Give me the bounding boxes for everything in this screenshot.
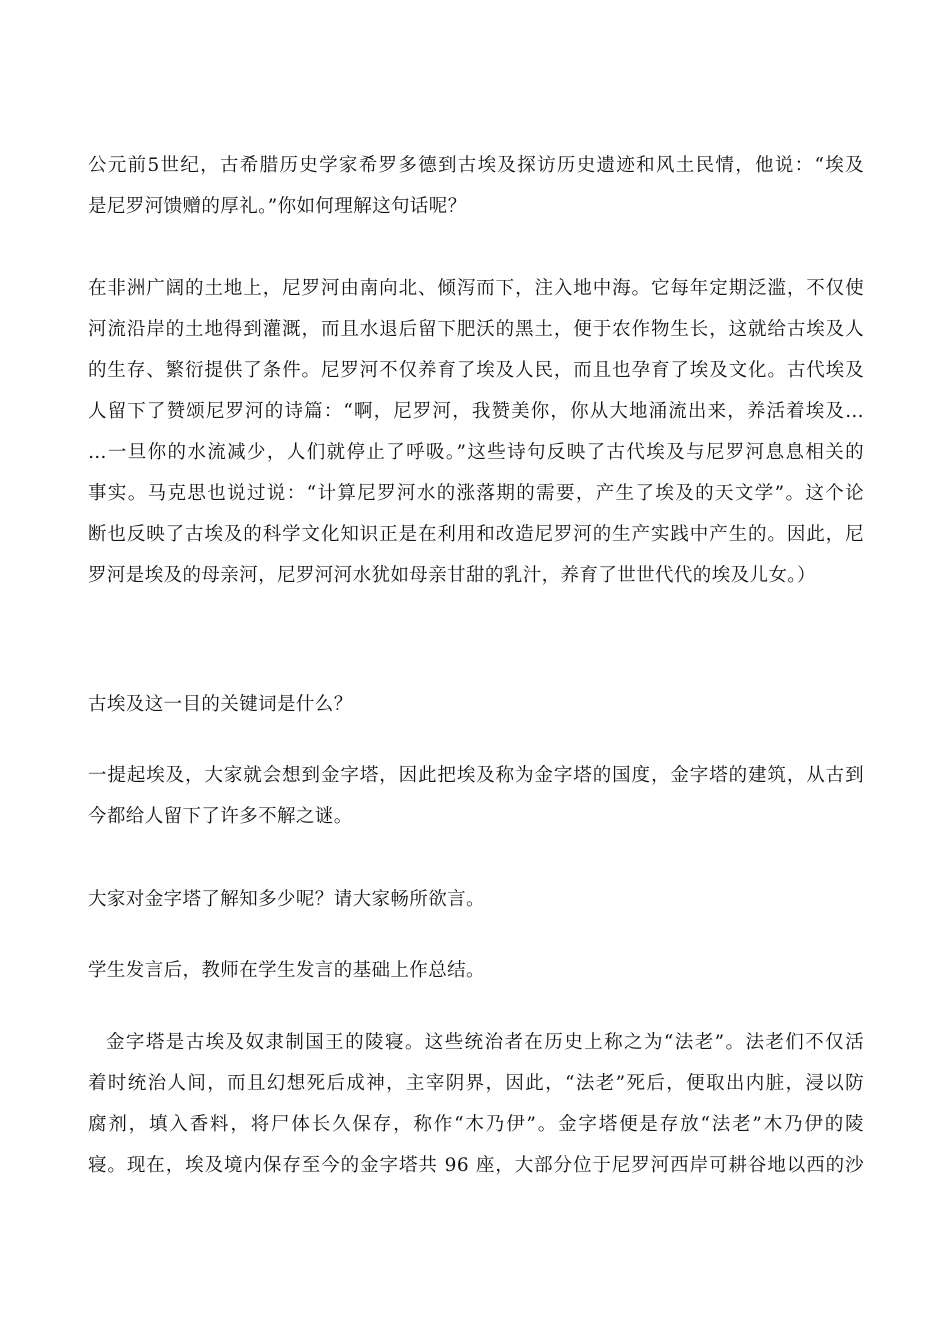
paragraph-herodotus-question <box>88 145 864 227</box>
text-line: 公元前5世纪，古希腊历史学家希罗多德到古埃及探访历史遗迹和风土民情，他说：“埃及 <box>88 155 864 176</box>
paragraph-teacher-summary <box>88 950 864 991</box>
text-line: 一提起埃及，大家就会想到金字塔，因此把埃及称为金字塔的国度，金字塔的建筑，从古到 <box>88 765 864 786</box>
paragraph-pyramid-intro <box>88 755 864 837</box>
text-line: 事实。马克思也说过说：“计算尼罗河水的涨落期的需要，产生了埃及的天文学”。这个论 <box>88 483 864 504</box>
text-line: 腐剂，填入香料，将尸体长久保存，称作“木乃伊”。金字塔便是存放“法老”木乃伊的陵 <box>88 1114 864 1135</box>
text-line: 的生存、繁衍提供了条件。尼罗河不仅养育了埃及人民，而且也孕育了埃及文化。古代埃及 <box>88 360 864 381</box>
text-line: 在非洲广阔的土地上，尼罗河由南向北、倾泻而下，注入地中海。它每年定期泛滥，不仅使 <box>88 278 864 299</box>
text-line: 学生发言后，教师在学生发言的基础上作总结。 <box>88 960 485 981</box>
text-line: 大家对金字塔了解知多少呢？请大家畅所欲言。 <box>88 889 485 910</box>
paragraph-discussion-prompt <box>88 879 864 920</box>
text-line: 罗河是埃及的母亲河，尼罗河河水犹如母亲甘甜的乳汁，养育了世世代代的埃及儿女。） <box>88 565 816 586</box>
text-line: 寝。现在，埃及境内保存至今的金字塔共 96 座，大部分位于尼罗河西岸可耕谷地以西的沙 <box>88 1155 864 1176</box>
text-line: …一旦你的水流减少，人们就停止了呼吸。”这些诗句反映了古代埃及与尼罗河息息相关的 <box>88 442 864 463</box>
text-line: 人留下了赞颂尼罗河的诗篇：“啊，尼罗河，我赞美你，你从大地涌流出来，养活着埃及… <box>88 401 864 422</box>
paragraph-nile-explanation <box>88 268 864 596</box>
text-line: 金字塔是古埃及奴隶制国王的陵寝。这些统治者在历史上称之为“法老”。法老们不仅活 <box>106 1032 864 1053</box>
paragraph-pyramid-details <box>88 1022 864 1186</box>
text-line: 今都给人留下了许多不解之谜。 <box>88 806 353 827</box>
text-line: 古埃及这一目的关键词是什么？ <box>88 694 353 715</box>
text-line: 着时统治人间，而且幻想死后成神，主宰阴界，因此，“法老”死后，便取出内脏，浸以防 <box>88 1073 864 1094</box>
paragraph-keyword-question <box>88 684 864 725</box>
text-line: 河流沿岸的土地得到灌溉，而且水退后留下肥沃的黑土，便于农作物生长，这就给古埃及人 <box>88 319 864 340</box>
text-line: 是尼罗河馈赠的厚礼。”你如何理解这句话呢？ <box>88 196 467 217</box>
text-line: 断也反映了古埃及的科学文化知识正是在利用和改造尼罗河的生产实践中产生的。因此，尼 <box>88 524 864 545</box>
